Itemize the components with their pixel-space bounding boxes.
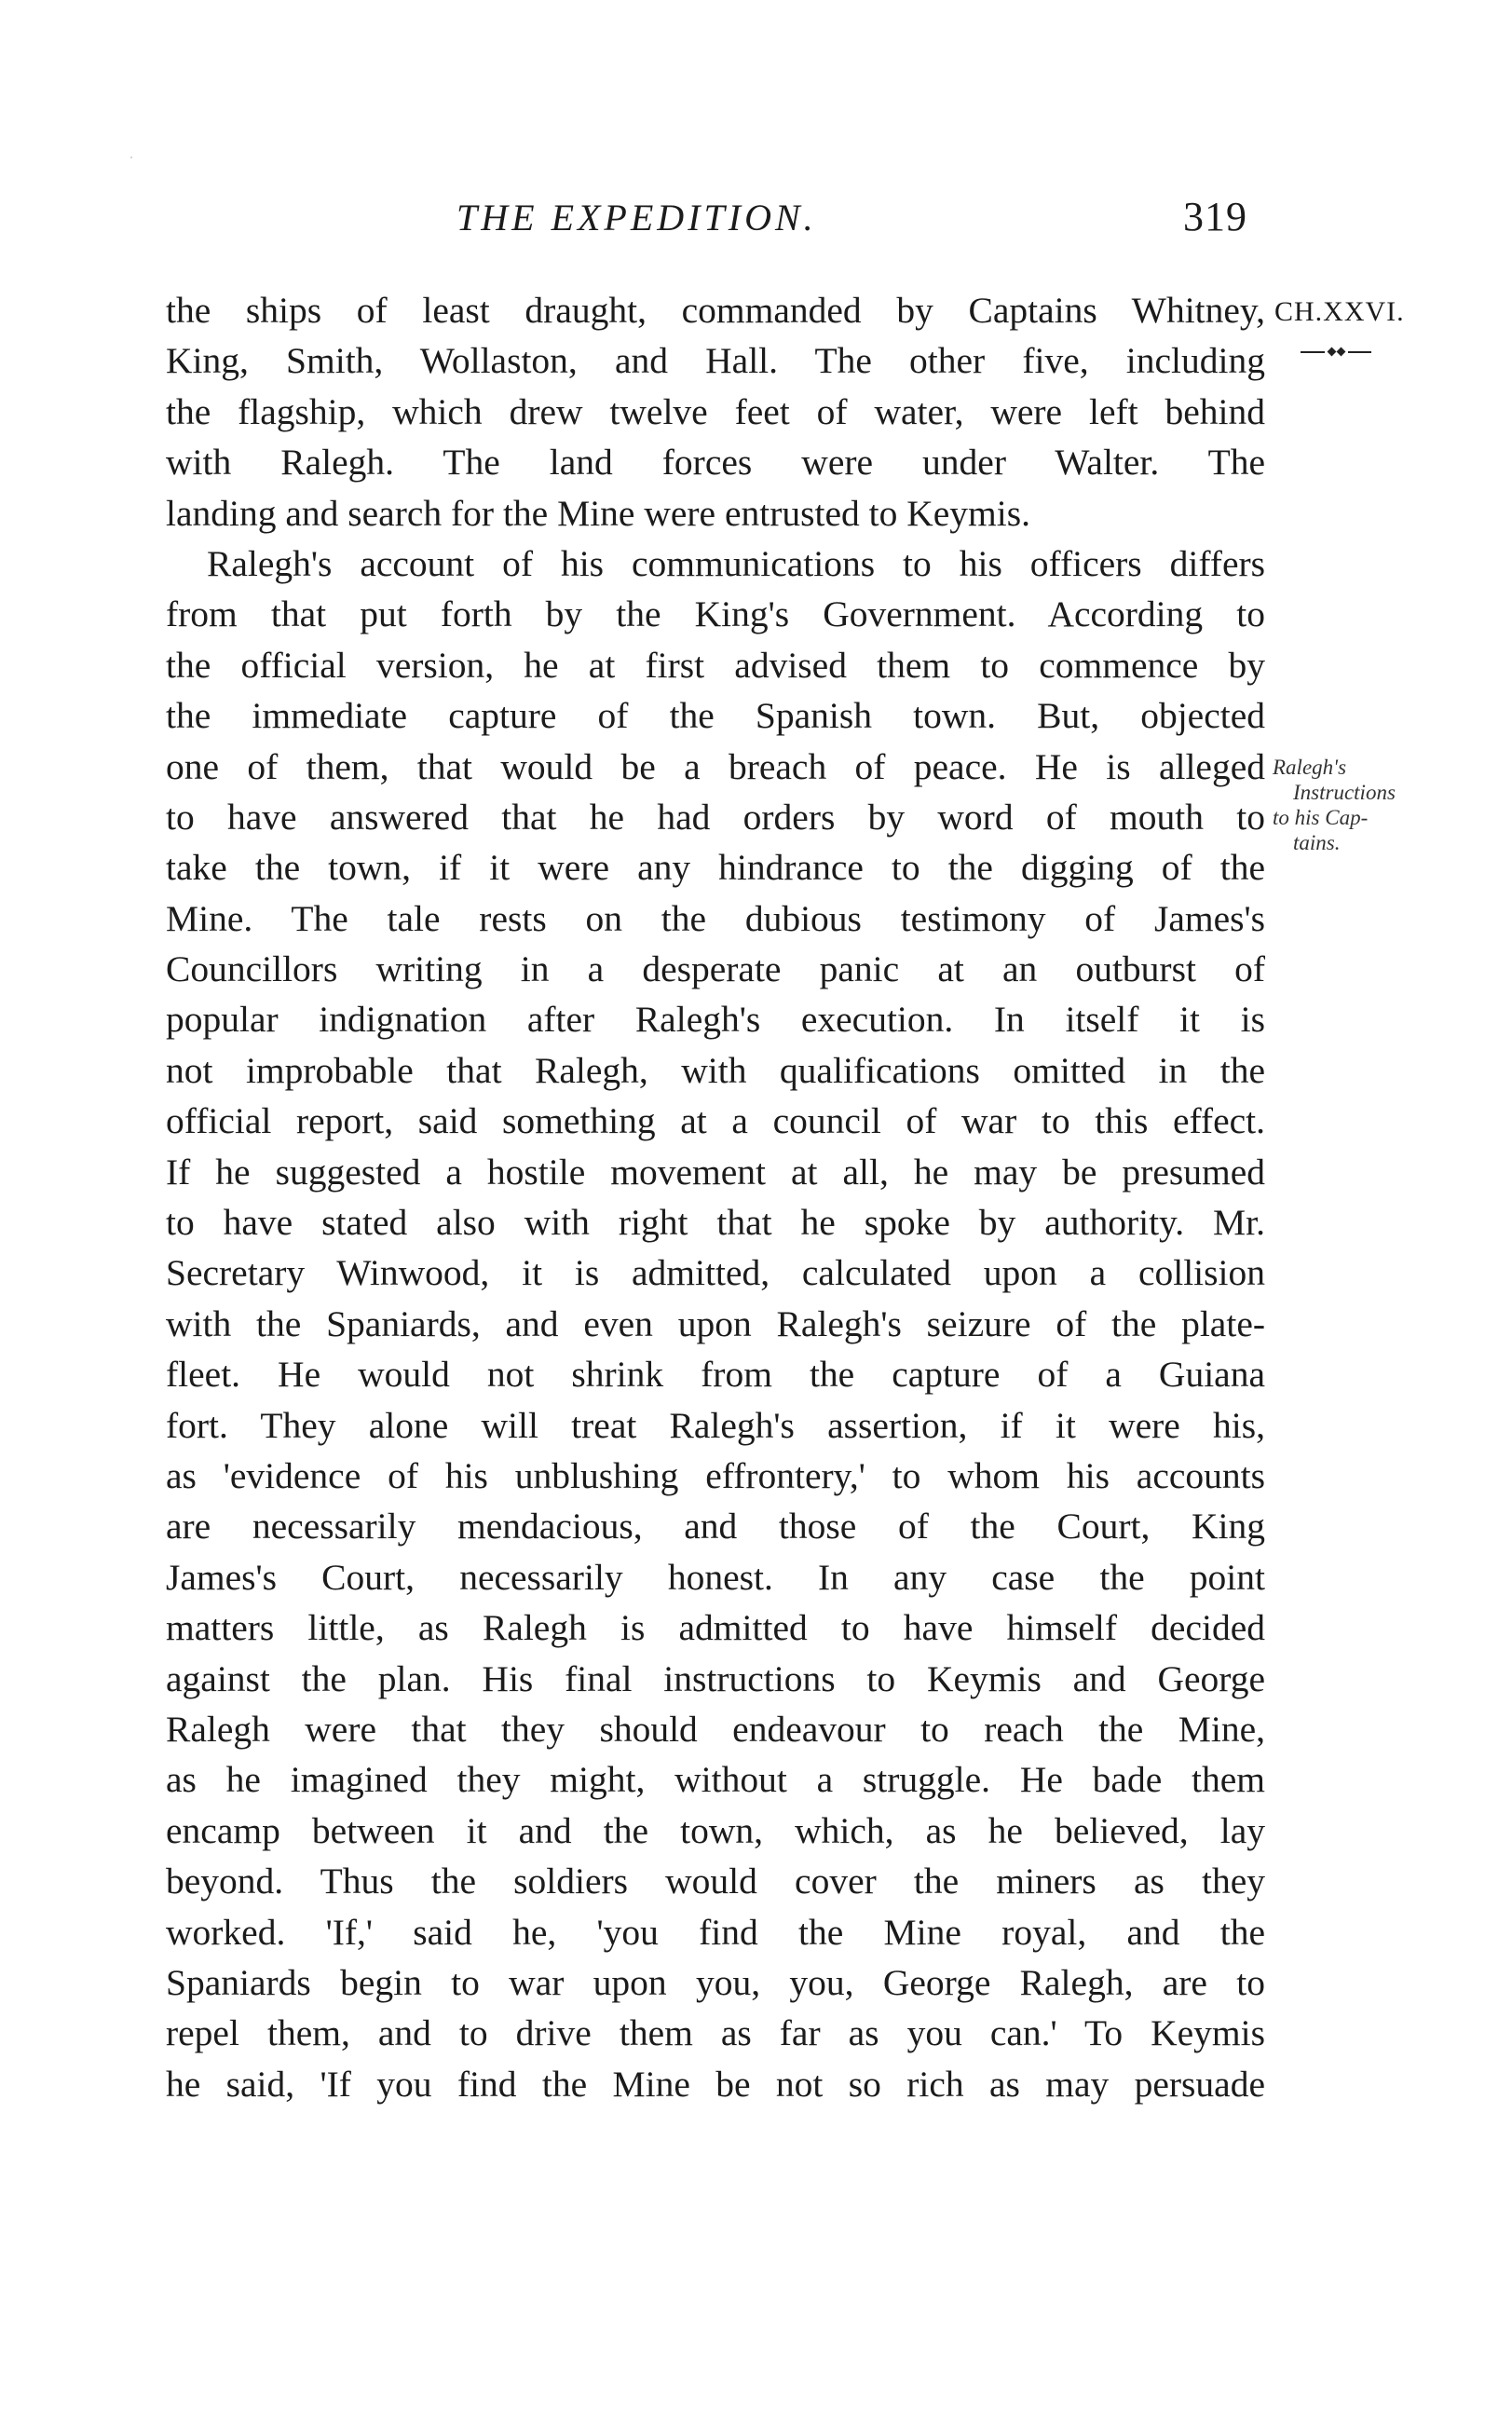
text-line: from that put forth by the King's Government. According to [166,593,1265,635]
text-line: Councillors writing in a desperate panic at an outburst of [166,948,1265,990]
text-line: official report, said something at a council of war to this effect. [166,1100,1265,1142]
margin-note-line: Instructions [1293,781,1396,804]
text-line: Ralegh were that they should endeavour to reach the Mine, [166,1708,1265,1750]
margin-note-line: Ralegh's [1273,756,1347,779]
text-line: Spaniards begin to war upon you, you, George Ralegh, are to [166,1961,1265,2003]
text-line: Ralegh's account of his communications to his officers differs [207,542,1265,584]
text-line: King, Smith, Wollaston, and Hall. The other five, including [166,340,1265,382]
text-line: repel them, and to drive them as far as you can.' To Keymis [166,2012,1265,2054]
text-line: the official version, he at first advised them to commence by [166,644,1265,686]
text-line: worked. 'If,' said he, 'you find the Mine royal, and the [166,1911,1265,1953]
text-line: to have answered that he had orders by word of mouth to [166,796,1265,838]
text-line: the ships of least draught, commanded by Captains Whitney, [166,290,1265,331]
margin-note-line: tains. [1293,831,1341,854]
text-line: popular indignation after Ralegh's execution. In itself it is [166,999,1265,1041]
text-line: one of them, that would be a breach of peace. He is alleged [166,745,1265,787]
text-line: If he suggested a hostile movement at all, he may be presumed [166,1151,1265,1193]
text-line: with Ralegh. The land forces were under Walter. The [166,442,1265,484]
text-line: he said, 'If you find the Mine be not so rich as may persuade [166,2063,1265,2105]
margin-note-line: to his Cap- [1273,806,1369,829]
text-line: the immediate capture of the Spanish town. But, objected [166,695,1265,737]
text-line: James's Court, necessarily honest. In any case the point [166,1556,1265,1598]
text-line: encamp between it and the town, which, as he believed, lay [166,1809,1265,1851]
paper-speck [130,157,132,158]
text-line: as he imagined they might, without a struggle. He bade them [166,1759,1265,1801]
ornament-rule-icon [1301,347,1371,358]
text-line: the flagship, which drew twelve feet of water, were left behind [166,390,1265,432]
text-line: beyond. Thus the soldiers would cover the miners as they [166,1861,1265,1902]
text-line: fort. They alone will treat Ralegh's assertion, if it were his, [166,1404,1265,1446]
text-line: against the plan. His final instructions to Keymis and George [166,1657,1265,1699]
text-line: landing and search for the Mine were entrusted to Keymis. [166,492,1030,534]
body-text [166,285,1265,2109]
text-line: matters little, as Ralegh is admitted to have himself decided [166,1607,1265,1649]
text-line: are necessarily mendacious, and those of the Court, King [166,1506,1265,1547]
page-number: 319 [1183,194,1247,239]
margin-note [1273,755,1422,855]
text-line: as 'evidence of his unblushing effrontery,' to whom his accounts [166,1454,1265,1496]
text-line: with the Spaniards, and even upon Ralegh's seizure of the plate- [166,1302,1265,1344]
text-line: Mine. The tale rests on the dubious testimony of James's [166,897,1265,939]
running-title: THE EXPEDITION. [456,197,817,239]
text-line: take the town, if it were any hindrance to the digging of the [166,847,1265,889]
text-line: to have stated also with right that he spoke by authority. Mr. [166,1202,1265,1244]
text-line: Secretary Winwood, it is admitted, calculated upon a collision [166,1252,1265,1294]
text-line: not improbable that Ralegh, with qualifications omitted in the [166,1049,1265,1091]
chapter-marker: CH.XXVI. [1274,296,1405,327]
text-line: fleet. He would not shrink from the capture of a Guiana [166,1354,1265,1396]
